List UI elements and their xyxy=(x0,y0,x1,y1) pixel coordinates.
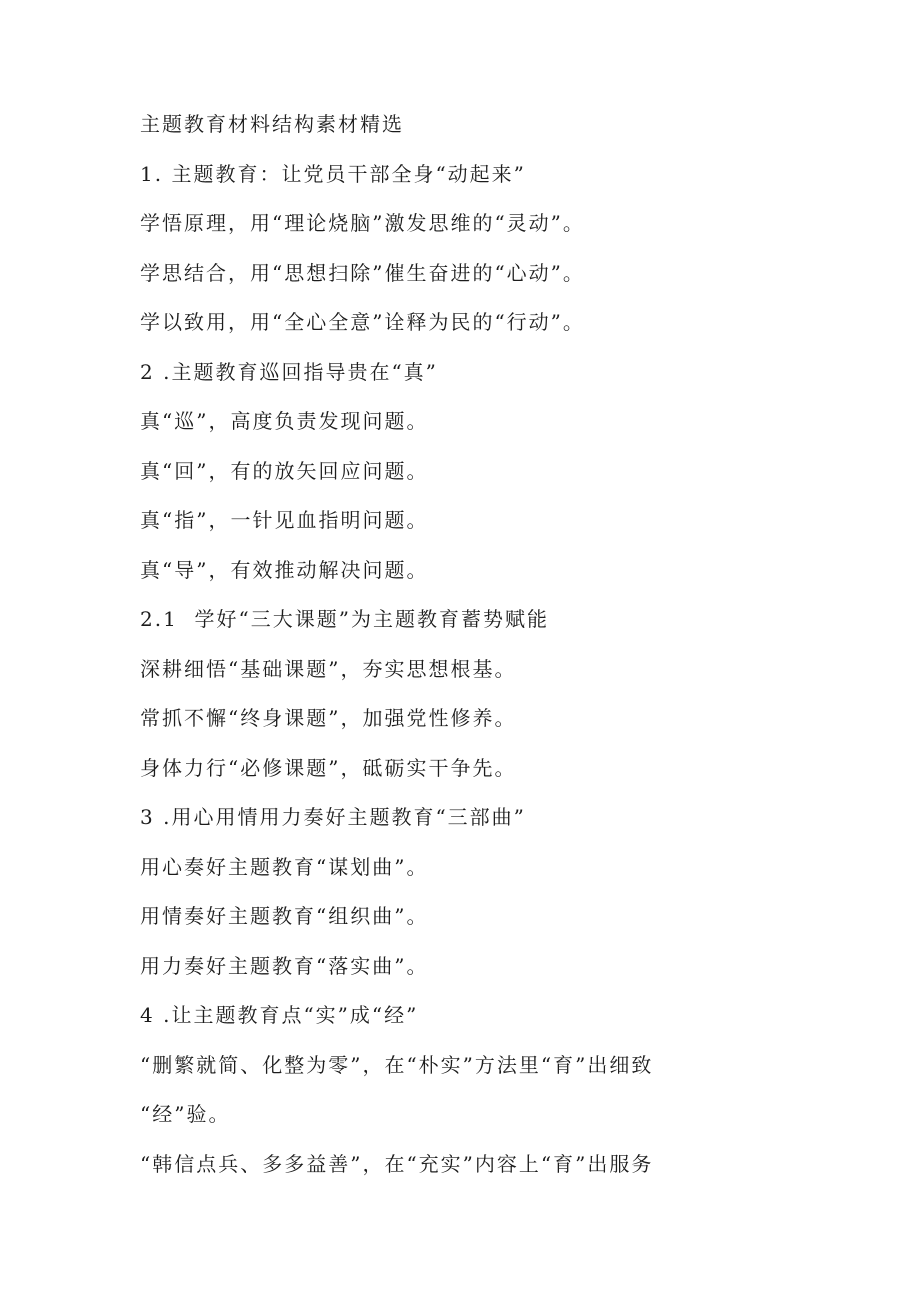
paragraph-line: 身体力行“必修课题”，砥砺实干争先。 xyxy=(140,755,517,780)
section-heading: 3 .用心用情用力奏好主题教育“三部曲” xyxy=(140,805,526,829)
paragraph-line: “删繁就简、化整为零”，在“朴实”方法里“育”出细致 xyxy=(140,1052,654,1077)
section-heading: 2 .主题教育巡回指导贵在“真” xyxy=(140,359,438,384)
section-heading: 2.1 学好“三大课题”为主题教育蓄势赋能 xyxy=(140,607,549,631)
paragraph-line: 学悟原理，用“理论烧脑”激发思维的“灵动”。 xyxy=(140,211,585,235)
paragraph-line: 学以致用，用“全心全意”诠释为民的“行动”。 xyxy=(140,310,585,334)
section-heading: 4 .让主题教育点“实”成“经” xyxy=(140,1003,419,1027)
document-title: 主题教育材料结构素材精选 xyxy=(140,112,404,136)
paragraph-line: 真“巡”，高度负责发现问题。 xyxy=(140,409,429,433)
paragraph-line: 用力奏好主题教育“落实曲”。 xyxy=(140,953,429,978)
section-heading: 1. 主题教育：让党员干部全身“动起来” xyxy=(140,161,526,186)
paragraph-line: “韩信点兵、多多益善”，在“充实”内容上“育”出服务 xyxy=(140,1151,654,1176)
paragraph-line: 用心奏好主题教育“谋划曲”。 xyxy=(140,854,429,879)
paragraph-line: 用情奏好主题教育“组织曲”。 xyxy=(140,904,429,928)
paragraph-line: “经”验。 xyxy=(140,1102,231,1126)
paragraph-line: 真“导”，有效推动解决问题。 xyxy=(140,557,429,582)
paragraph-line: 深耕细悟“基础课题”，夯实思想根基。 xyxy=(140,656,517,681)
paragraph-line: 真“指”，一针见血指明问题。 xyxy=(140,508,429,532)
document-body xyxy=(140,100,880,1189)
paragraph-line: 常抓不懈“终身课题”，加强党性修养。 xyxy=(140,706,517,730)
paragraph-line: 学思结合，用“思想扫除”催生奋进的“心动”。 xyxy=(140,260,585,285)
paragraph-line: 真“回”，有的放矢回应问题。 xyxy=(140,458,429,483)
